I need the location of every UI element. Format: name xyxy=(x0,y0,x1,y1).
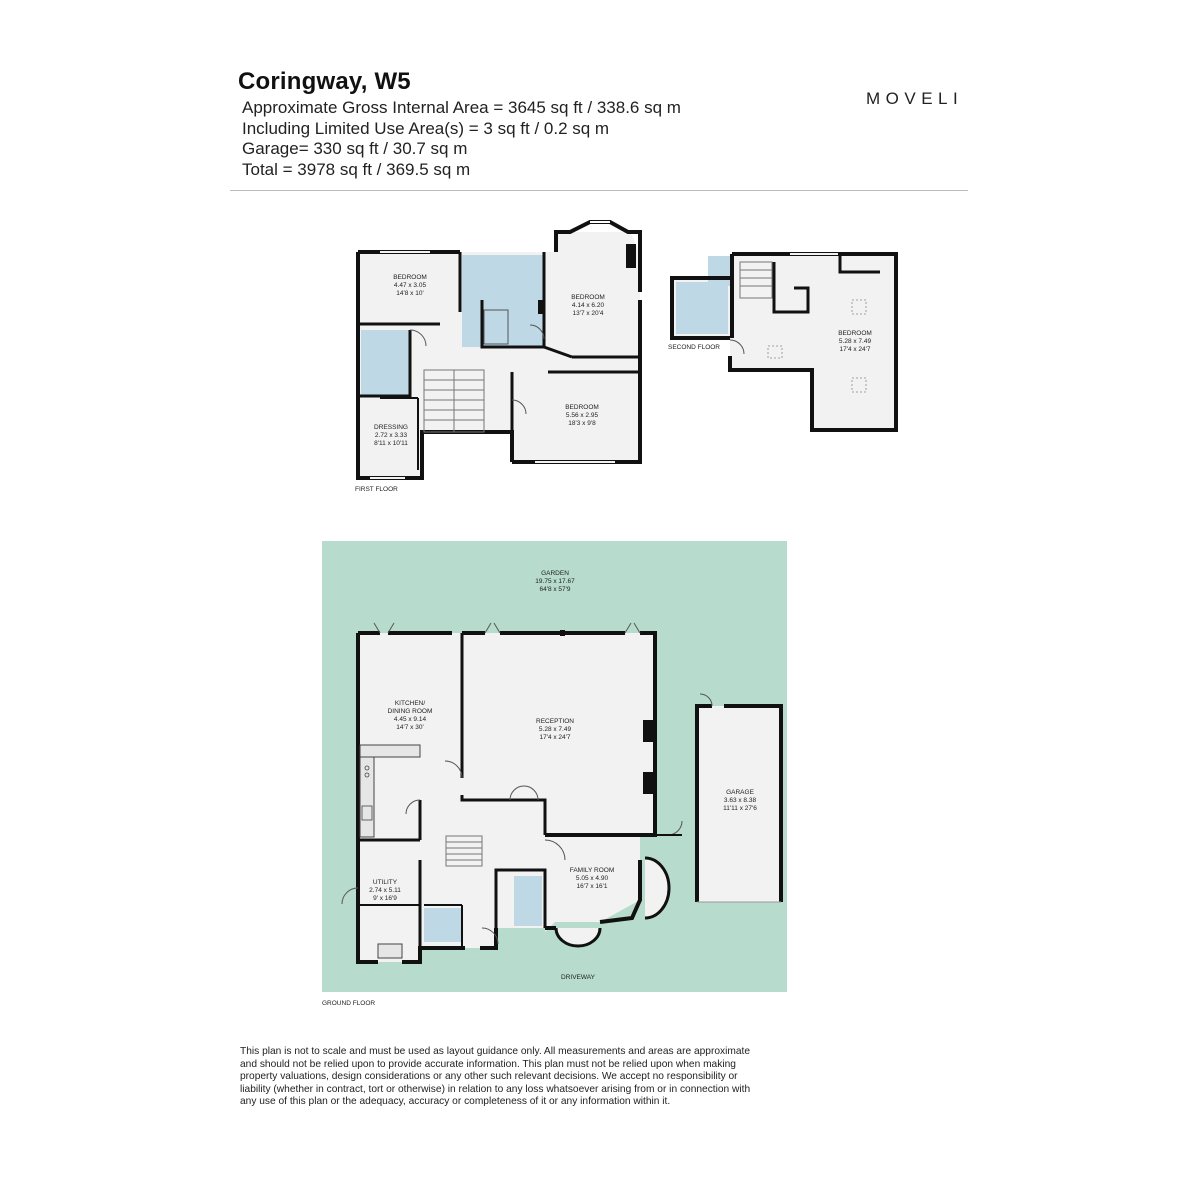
first-bedroom3-metric: 5.56 x 2.95 xyxy=(565,412,599,419)
kitchen-name-line1: KITCHEN/ xyxy=(394,700,426,707)
reception-name: RECEPTION xyxy=(536,718,574,725)
ground-floor-label: GROUND FLOOR xyxy=(322,1000,376,1007)
brand-logo: MOVELI xyxy=(866,89,964,108)
second-floor-plan xyxy=(668,254,896,430)
first-floor-label: FIRST FLOOR xyxy=(355,486,398,493)
disclaimer-line: any use of this plan or the adequacy, accuracy or completeness of it or any information within it. xyxy=(240,1096,671,1108)
second-floor-shower xyxy=(708,256,730,286)
first-bedroom3-imperial: 18'3 x 9'8 xyxy=(568,420,596,427)
reception-imperial: 17'4 x 24'7 xyxy=(539,734,571,741)
disclaimer-line: property valuations, design considerations or any other such relevant decisions. We accept no responsibility or xyxy=(240,1071,738,1083)
first-floor-plan xyxy=(355,222,640,493)
garden-imperial: 64'8 x 57'9 xyxy=(539,586,571,593)
gross-area-line: Approximate Gross Internal Area = 3645 sq ft / 338.6 sq m xyxy=(242,98,681,117)
garage-metric: 3.63 x 8.38 xyxy=(723,797,757,804)
garage-area-line: Garage= 330 sq ft / 30.7 sq m xyxy=(242,139,468,158)
utility-name: UTILITY xyxy=(372,879,398,886)
utility-metric: 2.74 x 5.11 xyxy=(369,887,401,894)
first-bedroom3-name: BEDROOM xyxy=(565,404,599,411)
kitchen-name-line2: DINING ROOM xyxy=(387,708,433,715)
ground-floor-plan xyxy=(322,541,787,1007)
kitchen-imperial: 14'7 x 30' xyxy=(396,724,424,731)
garage-fill xyxy=(697,706,781,902)
property-title: Coringway, W5 xyxy=(238,68,411,95)
first-dressing-name: DRESSING xyxy=(374,424,408,431)
garden-name: GARDEN xyxy=(541,570,569,577)
family-room-name: FAMILY ROOM xyxy=(569,867,615,874)
second-floor-label: SECOND FLOOR xyxy=(668,344,721,351)
limited-use-area-line: Including Limited Use Area(s) = 3 sq ft / 0.2 sq m xyxy=(242,118,610,138)
first-dressing-metric: 2.72 x 3.33 xyxy=(374,432,408,439)
family-room-metric: 5.05 x 4.90 xyxy=(575,875,609,882)
ground-floor-fill xyxy=(358,633,655,962)
garage-name: GARAGE xyxy=(726,789,754,796)
garden-metric: 19.75 x 17.67 xyxy=(535,578,575,585)
first-floor-ensuite xyxy=(462,255,544,347)
first-bedroom2-metric: 4.14 x 6.20 xyxy=(571,302,605,309)
second-bedroom-imperial: 17'4 x 24'7 xyxy=(839,346,871,353)
second-floor-shower-room xyxy=(676,282,728,334)
kitchen-metric: 4.45 x 9.14 xyxy=(393,716,427,723)
first-bedroom1-imperial: 14'8 x 10' xyxy=(396,290,424,297)
ground-cloakroom xyxy=(424,908,462,942)
first-bedroom1-name: BEDROOM xyxy=(393,274,427,281)
driveway-label: DRIVEWAY xyxy=(561,974,595,981)
first-bedroom2-imperial: 13'7 x 20'4 xyxy=(572,310,604,317)
second-bedroom-name: BEDROOM xyxy=(838,330,872,337)
family-room-imperial: 16'7 x 16'1 xyxy=(576,883,608,890)
disclaimer-line: and should not be relied upon to provide accurate information. This plan must not be relied upon when making xyxy=(240,1058,736,1070)
ground-wc xyxy=(514,876,542,926)
first-bedroom1-metric: 4.47 x 3.05 xyxy=(393,282,427,289)
utility-imperial: 9' x 16'9 xyxy=(373,895,397,902)
garage-imperial: 11'11 x 27'6 xyxy=(723,805,757,812)
reception-metric: 5.28 x 7.49 xyxy=(538,726,572,733)
first-dressing-imperial: 8'11 x 10'11 xyxy=(374,440,408,447)
first-bedroom2-name: BEDROOM xyxy=(571,294,605,301)
total-area-line: Total = 3978 sq ft / 369.5 sq m xyxy=(242,159,471,179)
first-floor-bathroom xyxy=(361,330,409,396)
disclaimer-text xyxy=(240,1046,810,1109)
disclaimer-line: liability (whether in contract, tort or otherwise) in relation to any loss whatsoever arising from or in connection with xyxy=(240,1083,751,1095)
disclaimer-line: This plan is not to scale and must be used as layout guidance only. All measurements and areas are approximate xyxy=(240,1046,751,1057)
second-bedroom-metric: 5.28 x 7.49 xyxy=(838,338,872,345)
